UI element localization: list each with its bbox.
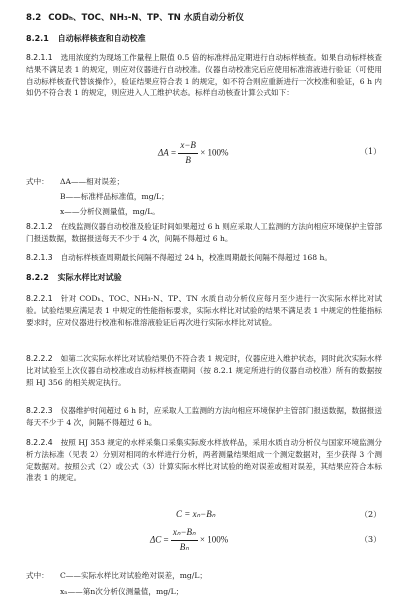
formula-fraction xyxy=(171,526,198,555)
where-label: 式中： xyxy=(26,177,49,186)
subsection-heading-8-2-2 xyxy=(26,272,382,284)
formula-lhs: ΔC xyxy=(150,534,162,545)
paragraph-8-2-1-1 xyxy=(26,52,382,99)
formula-suffix: × 100% xyxy=(199,534,229,545)
formula-rhs: = xₙ−Bₙ xyxy=(184,509,216,519)
paragraph-8-2-2-4 xyxy=(26,437,382,484)
subsection-title: 实际水样比对试验 xyxy=(57,273,122,282)
paragraph-text: 如第二次实际水样比对试验结果仍不符合表 1 规定时，仪器应进入维护状态，同时此次实际水样比对试验至上次仪器自动校准或自动标样核查期间（按 8.2.1 规定所进行的仪器自动校准）所有的数据按照 HJ 356 的相关规定执行。 xyxy=(26,354,382,387)
subsection-number: 8.2.2 xyxy=(26,273,49,282)
formula-lhs: C xyxy=(176,509,183,519)
paragraph-text: 按照 HJ 353 规定的水样采集口采集实际废水样放样品，采用水质自动分析仪与国家环境监测分析方法标准（见表 2）分别对相同的水样进行分析，两者测量结果组成一个测定数据对，至少获得 3 个测定数据对。按照公式（2）或公式（3）计算实际水样比对试验的绝对误差或相对误差，其结果应符合本标准表 1 的规定。 xyxy=(26,438,382,483)
paragraph-8-2-1-2 xyxy=(26,221,382,245)
paragraph-8-2-1-3 xyxy=(26,252,382,264)
paragraph-number: 8.2.2.4 xyxy=(26,438,53,447)
paragraph-number: 8.2.2.1 xyxy=(26,294,53,303)
paragraph-8-2-2-3 xyxy=(26,405,382,429)
formula-numerator: x−B xyxy=(178,139,198,154)
formula-denominator: B xyxy=(185,154,191,165)
subsection-title: 自动标样核查和自动校准 xyxy=(57,34,146,43)
paragraph-text: 针对 CODₕ、TOC、NH₃-N、TP、TN 水质自动分析仪应每月至少进行一次实际水样比对试验。试验结果应满足表 1 中规定的性能指标要求，实际水样比对试验的结果不满足表 1 中规定的性能指标要求时，应对仪器进行校准和标准溶液验证后再次进行实际水样比对试验。 xyxy=(26,294,382,327)
formula-fraction xyxy=(178,139,198,168)
equation-number-2: （2） xyxy=(360,510,382,519)
equation-number-3: （3） xyxy=(360,535,382,544)
formula-1: ΔA = $\frac{x-B}{B}$ × 100% xyxy=(158,139,229,168)
paragraph-text: 自动标样核查周期最长间隔不得超过 24 h，校准周期最长间隔不得超过 168 h。 xyxy=(60,253,332,262)
section-title: CODₕ、TOC、NH₃-N、TP、TN 水质自动分析仪 xyxy=(48,13,245,23)
formula-2 xyxy=(176,508,215,522)
where-item: C——实际水样比对试验绝对误差，mg/L； xyxy=(60,571,207,580)
paragraph-number: 8.2.1.2 xyxy=(26,222,53,231)
paragraph-number: 8.2.2.2 xyxy=(26,354,53,363)
formula-denominator: Bₙ xyxy=(179,541,189,552)
where-item: x——分析仪测量值，mg/L。 xyxy=(60,207,160,216)
where-item: ΔA——相对误差； xyxy=(60,177,125,186)
paragraph-text: 在线监测仪器自动校准及验证时间如果超过 6 h 则应采取人工监测的方法向相应环境保护主管部门报送数据，数据报送每天不少于 4 次，间隔不得超过 6 h。 xyxy=(26,222,382,243)
formula-lhs: ΔA xyxy=(158,147,169,158)
section-heading xyxy=(26,12,382,25)
paragraph-number: 8.2.2.3 xyxy=(26,406,53,415)
formula-suffix: × 100% xyxy=(200,147,229,158)
section-number: 8.2 xyxy=(26,13,42,23)
where-item: xₙ——第n次分析仪测量值，mg/L； xyxy=(60,587,184,596)
paragraph-8-2-2-2 xyxy=(26,353,382,388)
formula-numerator: xₙ−Bₙ xyxy=(171,526,198,541)
subsection-number: 8.2.1 xyxy=(26,34,49,43)
equation-number-1: （1） xyxy=(360,147,382,156)
paragraph-text: 选用浓度约为现场工作量程上限值 0.5 倍的标准样品定期进行自动标样核查。如果自动标样核查结果不满足表 1 的规定，则应对仪器进行自动校准。仪器自动校准完后应使用标准溶液进行验证（可使用自动标样核查代替该操作），验证结果应符合表 1 的规定，如不符合则应重新进行一次校准和验证，6 h 内如仍不符合表 1 的规定，则应进入人工维护状态。标样自动核查计算公式如下： xyxy=(26,53,382,98)
paragraph-number: 8.2.1.1 xyxy=(26,53,53,62)
where-label: 式中： xyxy=(26,571,49,580)
paragraph-number: 8.2.1.3 xyxy=(26,253,53,262)
paragraph-text: 仪器维护时间超过 6 h 时，应采取人工监测的方法向相应环境保护主管部门报送数据，数据报送每天不少于 4 次，间隔不得超过 6 h。 xyxy=(26,406,382,427)
paragraph-8-2-2-1 xyxy=(26,293,382,328)
subsection-heading-8-2-1 xyxy=(26,33,382,45)
formula-3: ΔC = $\frac{\text{xₙ−Bₙ}}{\text{Bₙ}}$ × 100% xyxy=(150,526,228,555)
where-item: B——标准样品标准值，mg/L； xyxy=(60,192,169,201)
